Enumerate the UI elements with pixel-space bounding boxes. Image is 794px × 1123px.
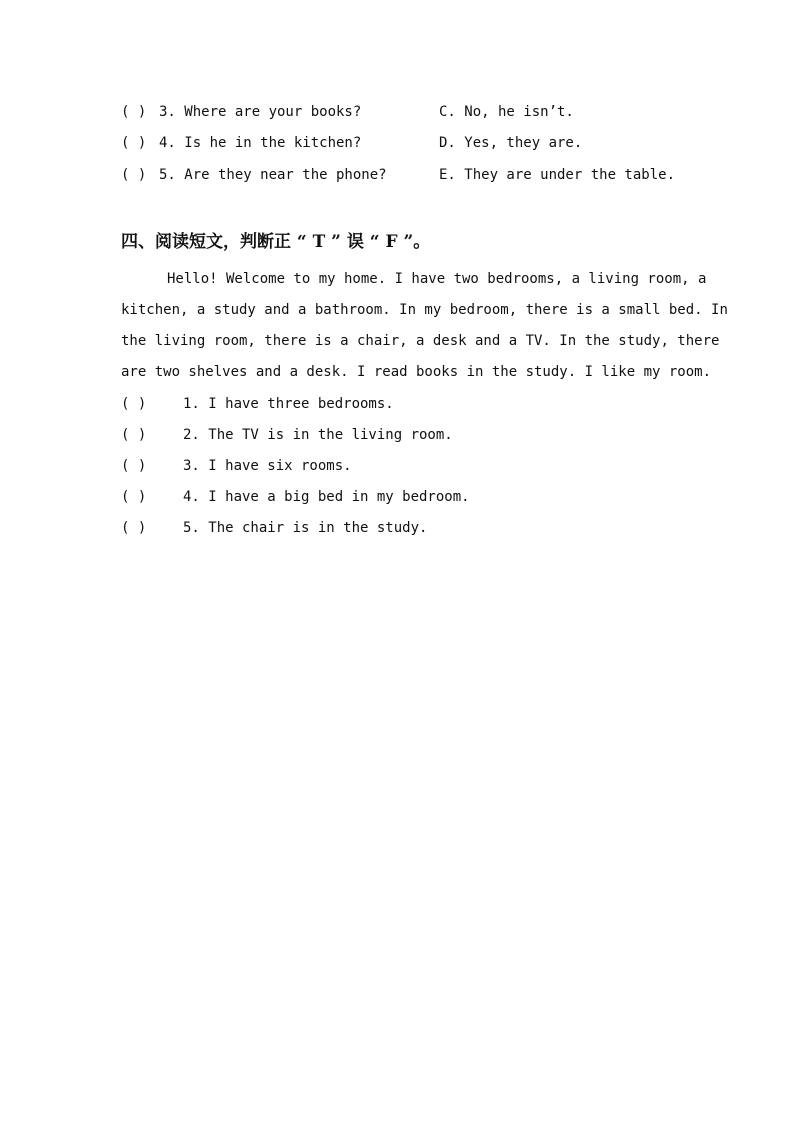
statement-text: 4. I have a big bed in my bedroom. — [183, 489, 470, 505]
matching-question: 4. Is he in the kitchen? — [159, 135, 362, 151]
statement-text: 3. I have six rooms. — [183, 458, 352, 474]
answer-blank[interactable]: ( ) — [121, 167, 147, 183]
statement-text: 2. The TV is in the living room. — [183, 427, 453, 443]
tf-statement-4 — [121, 486, 681, 508]
section-title-reading: 四、阅读短文，判断正 “ T ” 误 “ F ”。 — [121, 232, 431, 252]
statement-text: 1. I have three bedrooms. — [183, 396, 394, 412]
passage-line: Hello! Welcome to my home. I have two bedrooms, a living room, a — [167, 271, 707, 287]
matching-answer: E. They are under the table. — [439, 167, 676, 183]
matching-answer: D. Yes, they are. — [439, 135, 583, 151]
matching-row-3 — [121, 101, 681, 123]
passage-line: the living room, there is a chair, a desk and a TV. In the study, there — [121, 333, 720, 349]
matching-answer: C. No, he isn’t. — [439, 104, 574, 120]
passage-line: kitchen, a study and a bathroom. In my bedroom, there is a small bed. In — [121, 302, 728, 318]
matching-question: 3. Where are your books? — [159, 104, 362, 120]
answer-blank[interactable]: ( ) — [121, 135, 147, 151]
tf-statement-5 — [121, 517, 681, 539]
tf-statement-3 — [121, 455, 681, 477]
tf-statement-2 — [121, 424, 681, 446]
statement-text: 5. The chair is in the study. — [183, 520, 428, 536]
matching-row-5 — [121, 164, 681, 186]
reading-passage — [121, 264, 728, 388]
matching-question: 5. Are they near the phone? — [159, 167, 387, 183]
answer-blank[interactable]: ( ) — [121, 520, 147, 536]
answer-blank[interactable]: ( ) — [121, 104, 147, 120]
passage-line: are two shelves and a desk. I read books in the study. I like my room. — [121, 364, 712, 380]
answer-blank[interactable]: ( ) — [121, 458, 147, 474]
answer-blank[interactable]: ( ) — [121, 396, 147, 412]
tf-statement-1 — [121, 393, 681, 415]
matching-row-4 — [121, 132, 681, 154]
answer-blank[interactable]: ( ) — [121, 427, 147, 443]
answer-blank[interactable]: ( ) — [121, 489, 147, 505]
